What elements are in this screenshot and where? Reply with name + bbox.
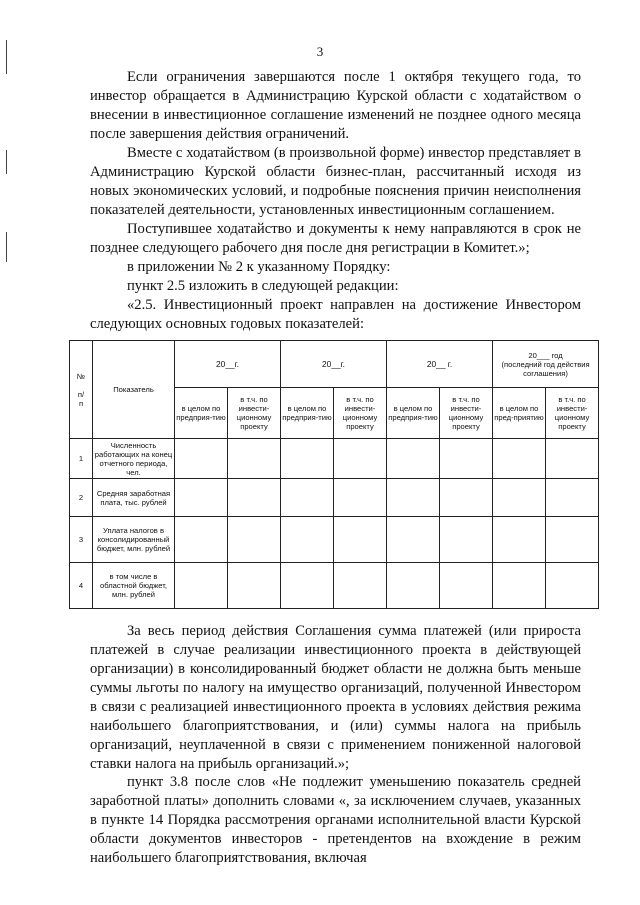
row-indicator-name: Средняя заработная плата, тыс. рублей — [93, 479, 175, 517]
row-indicator-name: Уплата налогов в консолидированный бюджет, млн. рублей — [93, 517, 175, 563]
table-cell — [440, 439, 493, 479]
table-cell — [228, 517, 281, 563]
paragraph-restrictions-end: Если ограничения завершаются после 1 октября текущего года, то инвестор обращается в Администрацию Курской области с ходатайством о внесении в инвестиционное соглашение изменений не позднее одного месяца после завершения действия ограничений. — [90, 69, 581, 142]
table-cell — [440, 517, 493, 563]
table-cell — [440, 479, 493, 517]
column-header-number: № п/ п — [70, 341, 93, 439]
row-number: 1 — [70, 439, 93, 479]
table-cell — [387, 563, 440, 609]
table-cell — [228, 479, 281, 517]
table-cell — [281, 517, 334, 563]
table-cell — [334, 563, 387, 609]
table-row — [70, 563, 599, 609]
scan-edge-mark — [6, 232, 7, 262]
table-cell — [175, 479, 228, 517]
column-header-indicator: Показатель — [93, 341, 175, 439]
table-cell — [228, 439, 281, 479]
table-cell — [493, 439, 546, 479]
table-cell — [387, 479, 440, 517]
subheader-project: в т.ч. по инвести-ционному проекту — [334, 388, 387, 439]
table-cell — [175, 517, 228, 563]
column-header-year: 20__г. — [281, 341, 387, 388]
subheader-project: в т.ч. по инвести-ционному проекту — [440, 388, 493, 439]
table-cell — [546, 563, 599, 609]
paragraph-item-2-5: пункт 2.5 изложить в следующей редакции: — [127, 278, 399, 294]
paragraph-item-3-8: пункт 3.8 после слов «Не подлежит уменьшению показатель средней заработной платы» дополнить словами «, за исключением случаев, указанных в пункте 14 Порядка рассмотрения органами исполнительной власти Курской области документов инвесторов - претендентов на вхождение в режим наибольшего благоприятствования, включая — [90, 774, 581, 866]
table-cell — [493, 563, 546, 609]
subheader-project: в т.ч. по инвести-ционному проекту — [546, 388, 599, 439]
row-number: 2 — [70, 479, 93, 517]
paragraph-business-plan: Вместе с ходатайством (в произвольной форме) инвестор представляет в Администрацию Курской области бизнес-план, рассчитанный исходя из новых экономических условий, и подробные пояснения причин неисполнения показателей деятельности, установленных инвестиционным соглашением. — [90, 145, 581, 218]
table-row — [70, 479, 599, 517]
table-cell — [387, 439, 440, 479]
table-row — [70, 439, 599, 479]
column-header-year: 20__ г. — [387, 341, 493, 388]
table-cell — [334, 479, 387, 517]
table-cell — [175, 439, 228, 479]
paragraph-appendix-2: в приложении № 2 к указанному Порядку: — [127, 259, 391, 275]
row-indicator-name: Численность работающих на конец отчетного периода, чел. — [93, 439, 175, 479]
table-cell — [493, 479, 546, 517]
table-cell — [334, 517, 387, 563]
paragraph-payments-total: За весь период действия Соглашения сумма платежей (или прироста платежей в случае реализации инвестиционного проекта в действующей организации) в консолидированный бюджет области не должна быть меньше суммы льготы по налогу на имущество организаций, полученной Инвестором в связи с реализацией инвестиционного проекта в условиях действия режима наибольшего благоприятствования, и (или) суммы налога на прибыль организаций, неуплаченной в связи с применением пониженной налоговой ставки налога на прибыль организаций.»; — [90, 623, 581, 772]
table-cell — [281, 479, 334, 517]
column-header-last-year: 20___ год (последний год действия соглашения) — [493, 341, 599, 388]
table-cell — [546, 479, 599, 517]
paragraph-petition-forwarding: Поступившее ходатайство и документы к нему направляются в срок не позднее следующего рабочего дня после дня регистрации в Комитет.»; — [90, 221, 581, 256]
annual-indicators-table — [69, 340, 599, 609]
table-cell — [493, 517, 546, 563]
table-cell — [440, 563, 493, 609]
table-cell — [281, 439, 334, 479]
subheader-total: в целом по предприя-тию — [387, 388, 440, 439]
table-cell — [546, 517, 599, 563]
row-indicator-name: в том числе в областной бюджет, млн. рублей — [93, 563, 175, 609]
table-cell — [175, 563, 228, 609]
subheader-project: в т.ч. по инвести-ционному проекту — [228, 388, 281, 439]
table-cell — [281, 563, 334, 609]
table-cell — [228, 563, 281, 609]
row-number: 4 — [70, 563, 93, 609]
paragraph-annual-indicators: «2.5. Инвестиционный проект направлен на достижение Инвестором следующих основных годовых показателей: — [90, 297, 581, 332]
table-cell — [387, 517, 440, 563]
page-number: 3 — [316, 44, 324, 59]
row-number: 3 — [70, 517, 93, 563]
column-header-year: 20__г. — [175, 341, 281, 388]
table-row — [70, 517, 599, 563]
subheader-total: в целом по предприя-тию — [175, 388, 228, 439]
subheader-total: в целом по пред-приятию — [493, 388, 546, 439]
subheader-total: в целом по предприя-тию — [281, 388, 334, 439]
table-cell — [334, 439, 387, 479]
table-cell — [546, 439, 599, 479]
scan-edge-mark — [6, 150, 7, 174]
